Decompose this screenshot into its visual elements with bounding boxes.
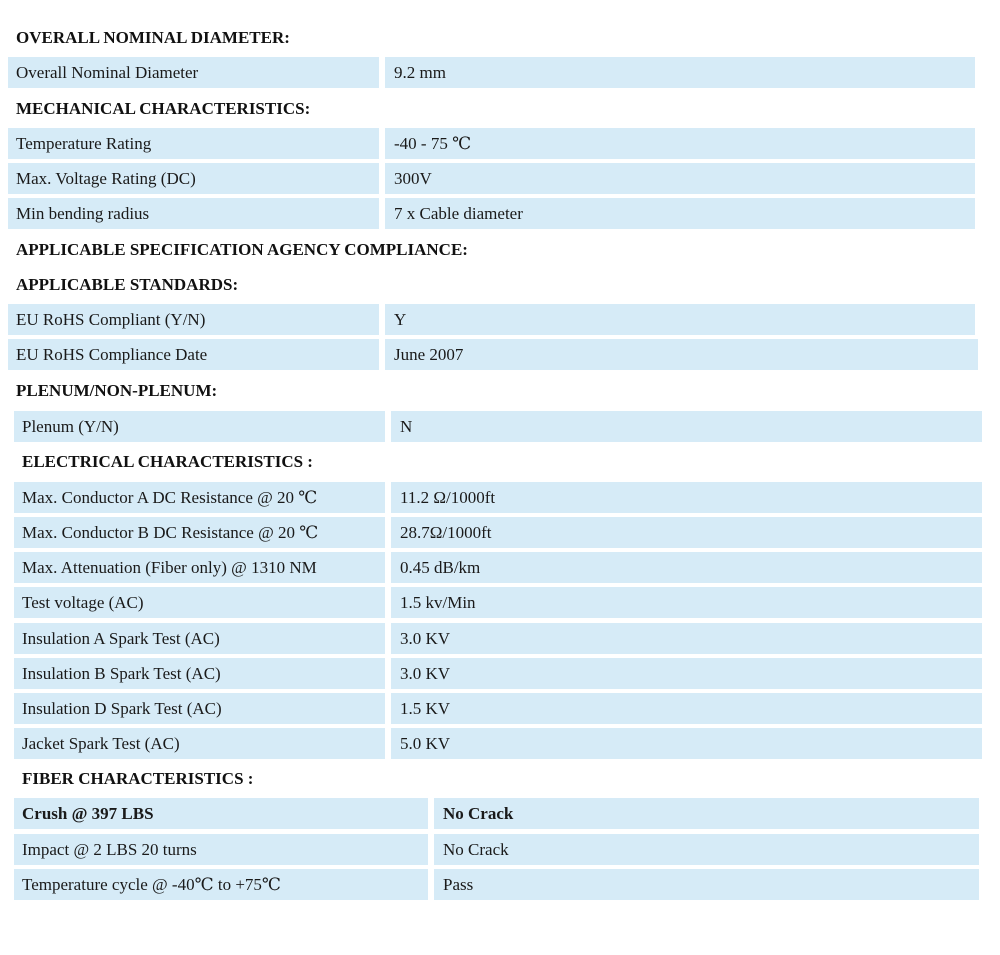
spec-value-jacket-spark-test: 5.0 KV (391, 728, 982, 759)
spec-label-max-voltage-rating: Max. Voltage Rating (DC) (8, 163, 379, 194)
spec-label-min-bending-radius: Min bending radius (8, 198, 379, 229)
spec-value-rohs-compliant: Y (385, 304, 975, 335)
spec-value-temperature-rating: -40 - 75 ℃ (385, 128, 975, 159)
spec-label-rohs-compliant: EU RoHS Compliant (Y/N) (8, 304, 379, 335)
spec-value-conductor-b-resistance: 28.7Ω/1000ft (391, 517, 982, 548)
spec-label-impact: Impact @ 2 LBS 20 turns (14, 834, 428, 865)
spec-value-insulation-d-spark-test: 1.5 KV (391, 693, 982, 724)
spec-value-temperature-cycle: Pass (434, 869, 979, 900)
spec-label-jacket-spark-test: Jacket Spark Test (AC) (14, 728, 385, 759)
spec-value-rohs-compliance-date: June 2007 (385, 339, 978, 370)
section-heading-standards: APPLICABLE STANDARDS: (16, 275, 239, 294)
spec-label-plenum: Plenum (Y/N) (14, 411, 385, 442)
spec-value-max-voltage-rating: 300V (385, 163, 975, 194)
spec-value-max-attenuation: 0.45 dB/km (391, 552, 982, 583)
section-heading-overall-diameter: OVERALL NOMINAL DIAMETER: (16, 28, 290, 47)
section-heading-mechanical: MECHANICAL CHARACTERISTICS: (16, 99, 311, 118)
section-heading-plenum: PLENUM/NON-PLENUM: (16, 381, 218, 400)
spec-label-rohs-compliance-date: EU RoHS Compliance Date (8, 339, 379, 370)
spec-value-plenum: N (391, 411, 982, 442)
spec-value-crush: No Crack (434, 798, 979, 829)
spec-label-insulation-a-spark-test: Insulation A Spark Test (AC) (14, 623, 385, 654)
spec-label-test-voltage: Test voltage (AC) (14, 587, 385, 618)
spec-label-insulation-d-spark-test: Insulation D Spark Test (AC) (14, 693, 385, 724)
spec-value-overall-diameter: 9.2 mm (385, 57, 975, 88)
section-heading-electrical: ELECTRICAL CHARACTERISTICS : (22, 452, 313, 471)
spec-value-conductor-a-resistance: 11.2 Ω/1000ft (391, 482, 982, 513)
spec-value-insulation-a-spark-test: 3.0 KV (391, 623, 982, 654)
spec-value-min-bending-radius: 7 x Cable diameter (385, 198, 975, 229)
spec-label-insulation-b-spark-test: Insulation B Spark Test (AC) (14, 658, 385, 689)
spec-label-conductor-b-resistance: Max. Conductor B DC Resistance @ 20 ℃ (14, 517, 385, 548)
spec-value-test-voltage: 1.5 kv/Min (391, 587, 982, 618)
spec-label-overall-diameter: Overall Nominal Diameter (8, 57, 379, 88)
spec-label-conductor-a-resistance: Max. Conductor A DC Resistance @ 20 ℃ (14, 482, 385, 513)
spec-label-temperature-rating: Temperature Rating (8, 128, 379, 159)
spec-value-insulation-b-spark-test: 3.0 KV (391, 658, 982, 689)
spec-value-impact: No Crack (434, 834, 979, 865)
spec-label-max-attenuation: Max. Attenuation (Fiber only) @ 1310 NM (14, 552, 385, 583)
section-heading-fiber: FIBER CHARACTERISTICS : (22, 769, 254, 788)
spec-label-crush: Crush @ 397 LBS (14, 798, 428, 829)
spec-label-temperature-cycle: Temperature cycle @ -40℃ to +75℃ (14, 869, 428, 900)
section-heading-agency-compliance: APPLICABLE SPECIFICATION AGENCY COMPLIANCE: (16, 240, 468, 259)
